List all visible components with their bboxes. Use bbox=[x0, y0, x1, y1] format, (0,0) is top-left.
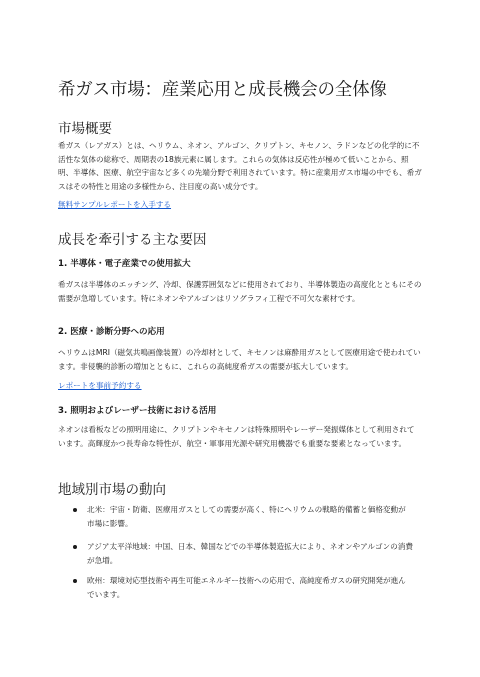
regions-heading: 地域別市場の動向 bbox=[58, 482, 166, 498]
driver-1-title: 1. 半導体・電子産業での使用拡大 bbox=[58, 259, 191, 269]
driver-2-paragraph: ヘリウムはMRI（磁気共鳴画像装置）の冷却材として、キセノンは麻酔用ガスとして医療用途で使われています。非侵襲的診断の増加とともに、これらの高純度希ガスの需要が拡大しています。 bbox=[58, 348, 421, 371]
preorder-report-link[interactable]: レポートを事前予約する bbox=[58, 381, 142, 390]
bullet-icon bbox=[73, 545, 77, 549]
driver-1-paragraph: 希ガスは半導体のエッチング、冷却、保護雰囲気などに使用されており、半導体製造の高度化とともにその需要が急増しています。特にネオンやアルゴンはリソグラフィ工程で不可欠な素材です。 bbox=[58, 280, 422, 303]
overview-paragraph: 希ガス（レアガス）とは、ヘリウム、ネオン、アルゴン、クリプトン、キセノン、ラドンなどの化学的に不活性な気体の総称で、周期表の18族元素に属します。これらの気体は反応性が極めて低いことから、照明、半導体、医療、航空宇宙など多くの先端分野で利用されています。特に産業用ガス市場の中でも、希ガスはその特性と用途の多様性から、注目度の高い成分です。 bbox=[58, 141, 422, 191]
free-sample-link[interactable]: 無料サンプルレポートを入手する bbox=[58, 200, 172, 209]
region-list-item bbox=[87, 540, 413, 567]
drivers-heading: 成長を牽引する主な要因 bbox=[58, 232, 207, 248]
driver-3-paragraph: ネオンは看板などの照明用途に、クリプトンやキセノンは特殊照明やレーザー発振媒体として利用されています。高輝度かつ長寿命な特性が、航空・軍事用光源や研究用機器でも重要な要素となっています。 bbox=[58, 425, 415, 448]
overview-heading: 市場概要 bbox=[58, 121, 112, 137]
region-asia-pacific-text: アジア太平洋地域：中国、日本、韓国などでの半導体製造拡大により、ネオンやアルゴンの消費が急増。 bbox=[87, 542, 413, 565]
region-list-item bbox=[87, 503, 413, 530]
bullet-icon bbox=[73, 508, 77, 512]
driver-3-title: 3. 照明およびレーザー技術における活用 bbox=[58, 406, 217, 416]
bullet-icon bbox=[73, 579, 77, 583]
region-europe-text: 欧州：環境対応型技術や再生可能エネルギー技術への応用で、高純度希ガスの研究開発が進んでいます。 bbox=[87, 576, 406, 599]
page-title: 希ガス市場：産業応用と成長機会の全体像 bbox=[58, 80, 387, 100]
region-north-america-text: 北米：宇宙・防衛、医療用ガスとしての需要が高く、特にヘリウムの戦略的備蓄と価格変動が市場に影響。 bbox=[87, 505, 406, 528]
driver-2-title: 2. 医療・診断分野への応用 bbox=[58, 327, 165, 337]
region-list-item bbox=[87, 574, 413, 601]
